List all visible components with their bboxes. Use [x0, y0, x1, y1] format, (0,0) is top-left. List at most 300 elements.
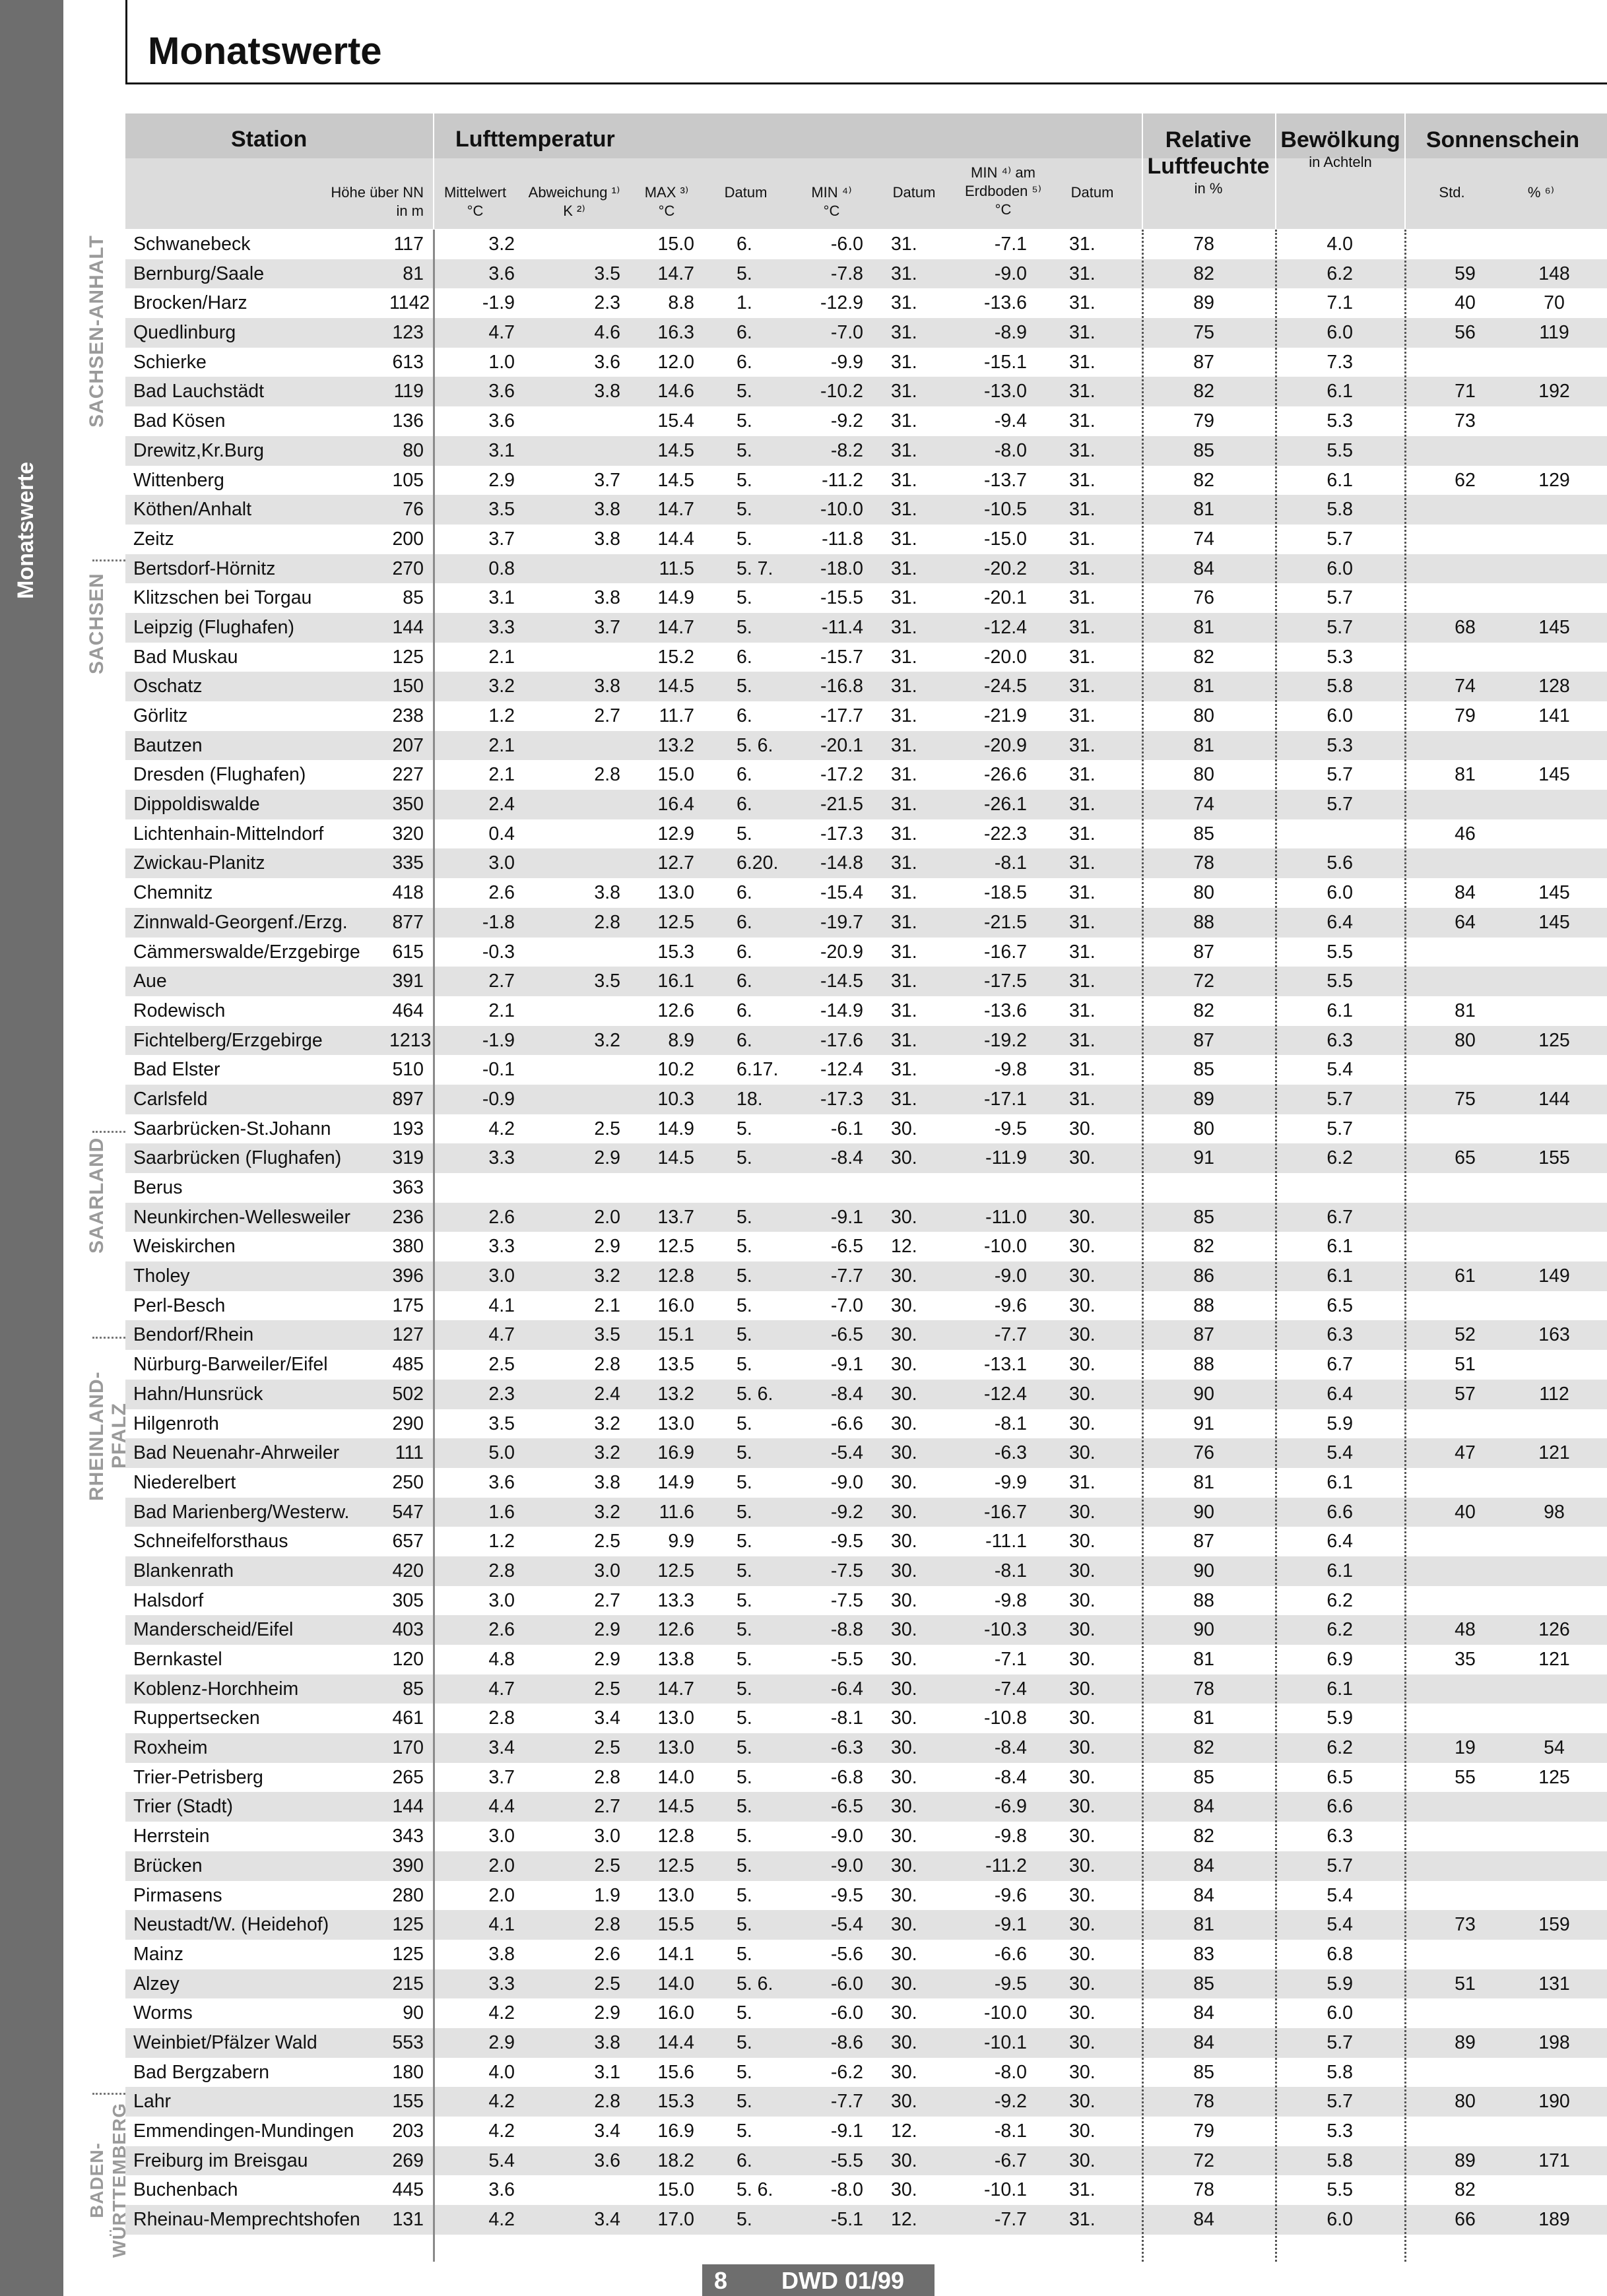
- table-cell: -1.9: [482, 292, 515, 314]
- station-name: Zwickau-Planitz: [133, 852, 265, 874]
- station-name: Bautzen: [133, 734, 203, 756]
- table-cell: 126: [1538, 1619, 1570, 1641]
- table-cell: 155: [1538, 1147, 1570, 1169]
- table-cell: -15.1: [984, 351, 1027, 373]
- table-cell: -8.0: [994, 439, 1027, 461]
- table-cell: 6.4: [1327, 1383, 1353, 1405]
- table-cell: [1439, 1674, 1492, 1704]
- table-cell: 31.: [1069, 971, 1096, 992]
- table-row: [125, 230, 1607, 259]
- table-cell: -12.4: [984, 616, 1027, 638]
- table-cell: 6.6: [1327, 1796, 1353, 1818]
- table-cell: 5.: [737, 1855, 752, 1876]
- table-cell: [1439, 790, 1492, 819]
- table-cell: 15.4: [657, 410, 694, 432]
- table-cell: [1181, 1173, 1214, 1203]
- table-cell: 128: [1538, 676, 1570, 697]
- table-cell: -13.0: [984, 381, 1027, 402]
- table-row: [125, 436, 1607, 466]
- table-cell: 11.7: [659, 705, 694, 726]
- column-divider: [433, 230, 435, 2262]
- page-title: Monatswerte: [148, 30, 382, 73]
- table-cell: 3.3: [488, 616, 515, 638]
- station-name: Freiburg im Breisgau: [133, 2150, 308, 2171]
- column-divider: [1142, 230, 1144, 2262]
- publication-label: DWD 01/99: [781, 2267, 905, 2294]
- table-cell: 5.: [737, 499, 752, 521]
- table-cell: -17.2: [820, 764, 863, 786]
- table-cell: 6.: [737, 705, 752, 726]
- table-cell: 5.8: [1327, 2150, 1353, 2171]
- table-cell: 3.0: [488, 1265, 515, 1287]
- header-sep: [1275, 113, 1276, 229]
- table-cell: 72: [1193, 2150, 1214, 2171]
- table-cell: 31.: [1069, 911, 1096, 933]
- table-row: [125, 2058, 1607, 2088]
- table-cell: 30.: [1069, 2002, 1096, 2024]
- table-cell: 64: [1455, 911, 1476, 933]
- table-cell: 3.5: [594, 1324, 620, 1346]
- table-cell: 75: [1193, 322, 1214, 344]
- table-cell: 16.9: [657, 2121, 694, 2142]
- table-cell: -21.5: [984, 911, 1027, 933]
- table-cell: 2.4: [488, 794, 515, 815]
- header-mittelwert-line1: Mittelwert: [443, 184, 507, 201]
- header-lufttemperatur: Lufttemperatur: [455, 127, 615, 152]
- table-cell: [587, 2175, 620, 2205]
- table-cell: 31.: [1069, 764, 1096, 786]
- table-cell: 6.: [737, 646, 752, 668]
- table-cell: 13.0: [657, 1707, 694, 1729]
- table-cell: 119: [393, 381, 424, 402]
- table-cell: 14.9: [657, 1118, 694, 1139]
- table-cell: 200: [392, 528, 424, 550]
- table-cell: [1528, 2117, 1581, 2146]
- table-cell: -10.1: [984, 2179, 1027, 2201]
- station-name: Oschatz: [133, 676, 203, 697]
- station-name: Emmendingen-Mundingen: [133, 2121, 354, 2142]
- table-cell: 5.: [737, 1560, 752, 1581]
- table-cell: 5.: [737, 263, 752, 284]
- table-cell: 30.: [891, 1531, 917, 1552]
- table-cell: 30.: [1069, 1766, 1096, 1788]
- header-datum-max: Datum: [724, 184, 768, 201]
- table-cell: 16.3: [657, 322, 694, 344]
- station-name: Bad Marienberg/Westerw.: [133, 1501, 350, 1523]
- table-cell: 5.0: [488, 1442, 515, 1464]
- table-cell: 4.6: [594, 322, 620, 344]
- table-cell: 6.1: [1327, 469, 1353, 491]
- table-cell: 6.4: [1327, 1531, 1353, 1552]
- table-cell: [1528, 1674, 1581, 1704]
- table-cell: 80: [1193, 705, 1214, 726]
- table-cell: 3.8: [594, 676, 620, 697]
- table-cell: [1528, 1468, 1581, 1498]
- table-cell: 70: [1544, 292, 1565, 314]
- table-cell: 6.: [737, 1000, 752, 1021]
- table-cell: 80: [1193, 882, 1214, 904]
- table-cell: 87: [1193, 941, 1214, 963]
- table-cell: 30.: [891, 2150, 917, 2171]
- table-cell: 89: [1455, 2031, 1476, 2053]
- table-cell: 6.2: [1327, 1619, 1353, 1641]
- station-name: Rodewisch: [133, 1000, 226, 1021]
- table-cell: -11.1: [985, 1531, 1027, 1552]
- table-cell: 5.3: [1327, 734, 1353, 756]
- table-cell: 84: [1193, 1884, 1214, 1906]
- table-cell: 30.: [891, 1649, 917, 1670]
- table-cell: 5.: [737, 1118, 752, 1139]
- header-sep: [1142, 113, 1143, 229]
- table-cell: 82: [1193, 1826, 1214, 1847]
- table-row: [125, 1586, 1607, 1616]
- table-cell: 15.2: [657, 646, 694, 668]
- table-cell: 5.: [737, 587, 752, 609]
- table-cell: 6.1: [1327, 1471, 1353, 1493]
- table-cell: 180: [392, 2061, 424, 2083]
- table-row: [125, 1645, 1607, 1674]
- table-cell: 90: [1193, 1501, 1214, 1523]
- table-cell: 238: [392, 705, 424, 726]
- table-cell: 30.: [1069, 2061, 1096, 2083]
- table-cell: 270: [392, 558, 424, 579]
- table-row: [125, 1409, 1607, 1439]
- station-name: Neustadt/W. (Heidehof): [133, 1914, 329, 1936]
- table-cell: [1439, 1851, 1492, 1881]
- table-cell: -15.5: [820, 587, 863, 609]
- station-name: Dresden (Flughafen): [133, 764, 306, 786]
- table-cell: 74: [1193, 794, 1214, 815]
- table-cell: 5.: [737, 1884, 752, 1906]
- station-name: Cämmerswalde/Erzgebirge: [133, 941, 360, 963]
- table-cell: [1439, 1055, 1492, 1085]
- table-cell: [1439, 1792, 1492, 1822]
- table-cell: 30.: [891, 2179, 917, 2201]
- table-cell: 84: [1193, 1855, 1214, 1876]
- table-cell: 5.: [737, 381, 752, 402]
- table-row: [125, 1881, 1607, 1911]
- table-cell: -18.5: [984, 882, 1027, 904]
- table-cell: -26.1: [984, 794, 1027, 815]
- table-cell: -9.2: [830, 1501, 863, 1523]
- table-cell: -19.2: [984, 1029, 1027, 1051]
- table-row: [125, 1173, 1607, 1203]
- table-cell: [1439, 1881, 1492, 1911]
- table-cell: 30.: [891, 1354, 917, 1376]
- table-cell: 3.6: [488, 381, 515, 402]
- table-cell: 89: [1193, 1088, 1214, 1110]
- table-row: [125, 996, 1607, 1026]
- table-cell: 81: [1455, 764, 1476, 786]
- table-cell: 30.: [1069, 2091, 1096, 2113]
- table-cell: [1439, 2117, 1492, 2146]
- table-cell: -17.1: [984, 1088, 1027, 1110]
- table-cell: 78: [1193, 2091, 1214, 2113]
- station-name: Koblenz-Horchheim: [133, 1678, 299, 1700]
- table-cell: 6.2: [1327, 1589, 1353, 1611]
- table-cell: 5.6: [1327, 852, 1353, 874]
- table-row: [125, 554, 1607, 584]
- table-cell: 31.: [1069, 499, 1096, 521]
- table-row: [125, 701, 1607, 731]
- table-cell: 215: [392, 1973, 424, 1994]
- table-cell: 163: [1538, 1324, 1570, 1346]
- table-cell: 13.2: [657, 1383, 694, 1405]
- table-cell: 30.: [1069, 1236, 1096, 1258]
- table-cell: -6.4: [830, 1678, 863, 1700]
- table-cell: [1528, 1232, 1581, 1261]
- table-cell: 5.: [737, 1531, 752, 1552]
- table-cell: 6.2: [1327, 263, 1353, 284]
- table-cell: -7.7: [994, 1324, 1027, 1346]
- table-cell: -1.9: [482, 1029, 515, 1051]
- table-cell: 81: [1193, 1649, 1214, 1670]
- table-cell: -7.7: [994, 2209, 1027, 2231]
- table-cell: 5.: [737, 2031, 752, 2053]
- table-row: [125, 318, 1607, 348]
- table-row: [125, 1940, 1607, 1969]
- table-cell: 5.: [737, 2061, 752, 2083]
- table-cell: 81: [1193, 734, 1214, 756]
- table-cell: 127: [392, 1324, 424, 1346]
- table-cell: 56: [1455, 322, 1476, 344]
- table-cell: -8.2: [830, 439, 863, 461]
- table-row: [125, 495, 1607, 525]
- table-cell: -7.5: [830, 1560, 863, 1581]
- table-cell: -5.6: [830, 1943, 863, 1965]
- table-cell: 31.: [891, 381, 917, 402]
- table-row: [125, 1851, 1607, 1881]
- table-cell: 5.: [737, 1796, 752, 1818]
- header-max: [634, 183, 700, 220]
- table-cell: 31.: [891, 439, 917, 461]
- station-name: Wittenberg: [133, 469, 224, 491]
- table-cell: 1.6: [488, 1501, 515, 1523]
- table-cell: 31.: [891, 705, 917, 726]
- table-cell: 73: [1455, 1914, 1476, 1936]
- table-cell: 141: [1538, 705, 1570, 726]
- table-cell: 6.0: [1327, 705, 1353, 726]
- header-std: Std.: [1439, 184, 1465, 201]
- table-cell: 4.0: [488, 2061, 515, 2083]
- table-cell: 31.: [891, 971, 917, 992]
- header-min-line2: °C: [823, 203, 840, 219]
- table-cell: -5.5: [830, 2150, 863, 2171]
- station-name: Mainz: [133, 1943, 184, 1965]
- table-row: [125, 1733, 1607, 1763]
- table-cell: 51: [1455, 1354, 1476, 1376]
- table-cell: 91: [1193, 1413, 1214, 1434]
- table-cell: 82: [1455, 2179, 1476, 2201]
- table-cell: -6.2: [830, 2061, 863, 2083]
- table-cell: 319: [392, 1147, 424, 1169]
- table-cell: 250: [392, 1471, 424, 1493]
- table-cell: -19.7: [820, 911, 863, 933]
- table-cell: 2.0: [488, 1855, 515, 1876]
- table-row: [125, 1232, 1607, 1261]
- table-cell: 117: [393, 234, 424, 255]
- table-cell: 30.: [891, 2002, 917, 2024]
- table-row: [125, 288, 1607, 318]
- table-cell: 12.0: [657, 351, 694, 373]
- table-cell: 30.: [1069, 1796, 1096, 1818]
- table-cell: 72: [1193, 971, 1214, 992]
- station-name: Buchenbach: [133, 2179, 238, 2201]
- table-cell: -7.0: [830, 1294, 863, 1316]
- table-cell: 81: [1193, 1707, 1214, 1729]
- table-cell: 3.8: [594, 499, 620, 521]
- table-cell: -9.0: [830, 1471, 863, 1493]
- table-cell: 14.7: [657, 1678, 694, 1700]
- table-cell: 3.4: [594, 2209, 620, 2231]
- table-cell: 3.8: [594, 2031, 620, 2053]
- table-cell: 2.5: [594, 1855, 620, 1876]
- station-name: Bad Lauchstädt: [133, 381, 265, 402]
- table-cell: [587, 819, 620, 849]
- table-cell: -8.1: [994, 1560, 1027, 1581]
- table-cell: 31.: [891, 882, 917, 904]
- table-cell: 76: [1193, 1442, 1214, 1464]
- table-cell: 30.: [891, 1855, 917, 1876]
- table-cell: 30.: [1069, 1118, 1096, 1139]
- table-cell: 2.6: [594, 1943, 620, 1965]
- table-cell: -8.4: [830, 1383, 863, 1405]
- table-cell: 4.7: [488, 1324, 515, 1346]
- table-cell: -16.7: [984, 941, 1027, 963]
- table-cell: [1528, 1055, 1581, 1085]
- table-cell: 12.5: [657, 1855, 694, 1876]
- table-row: [125, 790, 1607, 819]
- table-cell: 85: [1193, 1206, 1214, 1228]
- station-name: Chemnitz: [133, 882, 213, 904]
- table-cell: 5.7: [1327, 794, 1353, 815]
- table-cell: [1439, 495, 1492, 525]
- table-cell: 7.3: [1327, 351, 1353, 373]
- table-cell: 192: [1538, 381, 1570, 402]
- table-cell: -1.8: [482, 911, 515, 933]
- table-row: [125, 2146, 1607, 2176]
- table-cell: [1439, 1114, 1492, 1144]
- table-cell: [1439, 436, 1492, 466]
- table-cell: 68: [1455, 616, 1476, 638]
- table-cell: 88: [1193, 911, 1214, 933]
- table-cell: 30.: [1069, 2150, 1096, 2171]
- table-cell: 80: [1455, 2091, 1476, 2113]
- table-cell: -8.1: [994, 2121, 1027, 2142]
- table-cell: 31.: [1069, 381, 1096, 402]
- table-cell: 5.: [737, 1589, 752, 1611]
- table-cell: 12.6: [657, 1619, 694, 1641]
- table-cell: 5.5: [1327, 439, 1353, 461]
- table-cell: 227: [392, 764, 424, 786]
- station-name: Trier-Petrisberg: [133, 1766, 263, 1788]
- table-cell: [1528, 996, 1581, 1026]
- table-cell: -6.5: [830, 1796, 863, 1818]
- table-cell: 18.: [737, 1088, 763, 1110]
- table-cell: 30.: [1069, 1973, 1096, 1994]
- header-min-line1: MIN ⁴⁾: [811, 184, 852, 201]
- table-cell: 3.1: [488, 587, 515, 609]
- table-cell: -7.7: [830, 2091, 863, 2113]
- station-name: Neunkirchen-Wellesweiler: [133, 1206, 350, 1228]
- table-cell: 31.: [891, 764, 917, 786]
- table-cell: 31.: [891, 292, 917, 314]
- table-cell: 3.7: [594, 616, 620, 638]
- table-cell: 8.9: [668, 1029, 694, 1051]
- station-name: Berus: [133, 1177, 183, 1198]
- table-cell: 13.0: [657, 882, 694, 904]
- table-cell: 13.7: [657, 1206, 694, 1228]
- table-cell: 81: [1193, 499, 1214, 521]
- table-cell: 31.: [1069, 1059, 1096, 1081]
- table-cell: -5.4: [830, 1914, 863, 1936]
- table-cell: 1.: [737, 292, 752, 314]
- table-cell: [1439, 230, 1492, 259]
- table-row: [125, 908, 1607, 938]
- table-cell: 145: [1538, 882, 1570, 904]
- table-row: [125, 1320, 1607, 1350]
- station-name: Tholey: [133, 1265, 190, 1287]
- table-cell: 31.: [1069, 351, 1096, 373]
- table-cell: [1528, 1350, 1581, 1380]
- table-cell: 86: [1193, 1265, 1214, 1287]
- table-cell: -15.7: [820, 646, 863, 668]
- table-cell: 5.: [737, 2002, 752, 2024]
- table-cell: 31.: [891, 646, 917, 668]
- table-cell: 98: [1544, 1501, 1565, 1523]
- station-name: Görlitz: [133, 705, 188, 726]
- table-cell: 136: [392, 410, 424, 432]
- table-cell: -9.8: [994, 1826, 1027, 1847]
- table-cell: 5.: [737, 1914, 752, 1936]
- table-cell: 6.: [737, 234, 752, 255]
- table-cell: 14.9: [657, 587, 694, 609]
- table-cell: 78: [1193, 2179, 1214, 2201]
- table-cell: 31.: [891, 528, 917, 550]
- table-cell: 30.: [1069, 1737, 1096, 1759]
- table-cell: [1439, 1409, 1492, 1439]
- column-divider: [1275, 230, 1277, 2262]
- table-row: [125, 1438, 1607, 1468]
- table-cell: -8.9: [994, 322, 1027, 344]
- table-cell: 5.: [737, 1206, 752, 1228]
- station-name: Weinbiet/Pfälzer Wald: [133, 2031, 317, 2053]
- region-divider: [92, 1337, 125, 1339]
- table-cell: 55: [1455, 1766, 1476, 1788]
- table-cell: 3.2: [488, 234, 515, 255]
- table-cell: 12.5: [657, 911, 694, 933]
- table-cell: [1528, 583, 1581, 613]
- table-cell: 5.: [737, 1413, 752, 1434]
- table-cell: [1439, 967, 1492, 996]
- table-cell: [1439, 1586, 1492, 1616]
- header-min-erd-line1: MIN ⁴⁾ am: [971, 164, 1035, 181]
- table-cell: 31.: [1069, 292, 1096, 314]
- table-cell: [587, 848, 620, 878]
- page-number: 8: [714, 2267, 728, 2294]
- table-cell: 5. 6.: [737, 734, 773, 756]
- table-cell: 5.: [737, 1294, 752, 1316]
- header-rel-line3: in %: [1194, 180, 1223, 197]
- table-cell: 6.: [737, 2150, 752, 2171]
- table-cell: 81: [1455, 1000, 1476, 1021]
- table-cell: 2.8: [594, 1354, 620, 1376]
- table-cell: -12.4: [820, 1059, 863, 1081]
- table-cell: 90: [1193, 1619, 1214, 1641]
- table-cell: -6.0: [830, 1973, 863, 1994]
- table-cell: 149: [1538, 1265, 1570, 1287]
- table-cell: 89: [1455, 2150, 1476, 2171]
